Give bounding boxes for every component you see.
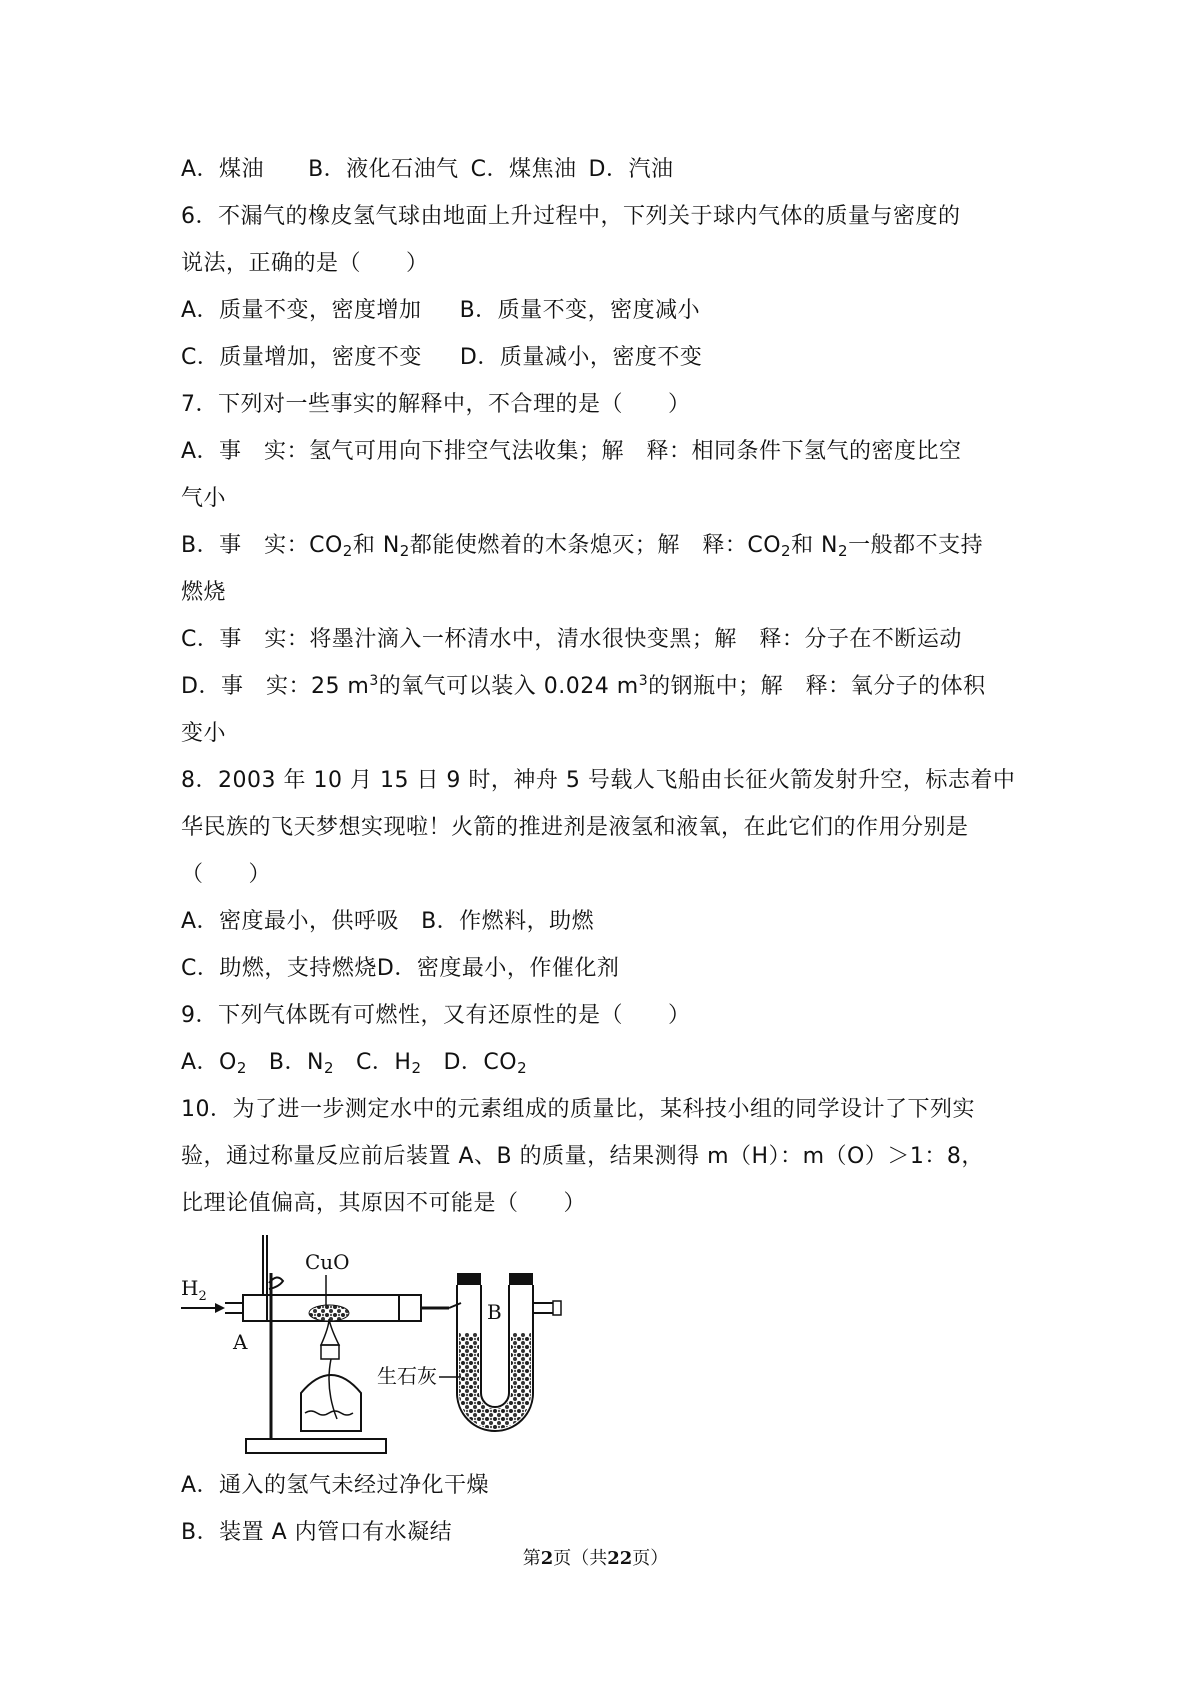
superscript: 3 (638, 673, 649, 689)
q8-option-b: B．作燃料，助燃 (421, 909, 595, 934)
q7-d-text: 的钢瓶中；解 释：氧分子的体积 (648, 674, 986, 699)
label-quicklime: 生石灰 (377, 1364, 437, 1388)
q6-stem-line2: 说法，正确的是（ ） (181, 251, 429, 276)
stand-base (246, 1439, 386, 1453)
total-pages: 22 (607, 1548, 633, 1569)
q8-stem-line1: 8．2003 年 10 月 15 日 9 时，神舟 5 号载人飞船由长征火箭发射升空，标志着中 (181, 768, 1016, 793)
footer-text: 页（共 (553, 1548, 608, 1569)
q6-option-a: A．质量不变，密度增加 (181, 298, 422, 323)
page-content (181, 146, 1021, 1556)
subscript: 2 (781, 542, 792, 560)
footer-text: 第 (522, 1548, 541, 1569)
q6-option-c: C．质量增加，密度不变 (181, 345, 422, 370)
q8-option-c: C．助燃，支持燃烧 (181, 956, 377, 981)
q5-option-d: D．汽油 (588, 157, 674, 182)
stopper-right (399, 1295, 421, 1321)
q10-stem-line1: 10．为了进一步测定水中的元素组成的质量比，某科技小组的同学设计了下列实 (181, 1097, 975, 1122)
arrow-head-icon (215, 1303, 225, 1313)
label-a: A (233, 1330, 248, 1354)
lamp-wick (329, 1359, 337, 1419)
q8-options-ab (181, 898, 1021, 945)
q7-b-text: 都能使燃着的木条熄灭；解 释：CO (409, 533, 782, 558)
q7-option-b-line1 (181, 522, 1021, 569)
q9-option-b: B．N (268, 1050, 324, 1075)
q8-stem-line2: 华民族的飞天梦想实现啦！火箭的推进剂是液氢和液氧，在此它们的作用分别是 (181, 815, 969, 840)
q8-options-cd (181, 945, 1021, 992)
q9-options (181, 1039, 1021, 1086)
cuo-powder (309, 1305, 349, 1321)
q8-option-a: A．密度最小，供呼吸 (181, 909, 400, 934)
q7-option-a-line2: 气小 (181, 486, 227, 511)
q9-stem: 9．下列气体既有可燃性，又有还原性的是（ ） (181, 1003, 691, 1028)
subscript: 2 (517, 1059, 528, 1077)
lamp-neck (321, 1345, 339, 1359)
q7-option-c: C．事 实：将墨汁滴入一杯清水中，清水很快变黑；解 释：分子在不断运动 (181, 627, 962, 652)
subscript: 2 (236, 1059, 247, 1077)
label-b: B (487, 1300, 502, 1324)
q6-options-cd (181, 334, 1021, 381)
q8-option-d: D．密度最小，作催化剂 (376, 956, 620, 981)
q10-stem-line3: 比理论值偏高，其原因不可能是（ ） (181, 1191, 587, 1216)
subscript: 2 (399, 542, 410, 560)
u-tube-stopper-right (509, 1273, 533, 1285)
outlet-cap (553, 1301, 561, 1315)
u-tube-stopper-left (457, 1273, 481, 1285)
subscript: 2 (411, 1059, 422, 1077)
q5-options (181, 146, 1021, 193)
q7-option-d-line2: 变小 (181, 721, 227, 746)
q5-option-c: C．煤焦油 (470, 157, 577, 182)
stopper-left (243, 1295, 267, 1321)
subscript: 2 (323, 1059, 335, 1077)
q5-option-b: B．液化石油气 (308, 157, 459, 182)
flame (321, 1319, 339, 1345)
superscript: 3 (369, 673, 379, 689)
page-footer (0, 1544, 1191, 1570)
quicklime-fill (459, 1333, 531, 1429)
h2-label: $H_2$ (181, 1276, 207, 1304)
q8-stem-line3: （ ） (181, 862, 272, 887)
q10-option-b: B．装置 A 内管口有水凝结 (181, 1520, 453, 1545)
apparatus-diagram (181, 1233, 601, 1458)
alcohol-lamp (301, 1375, 361, 1431)
q7-option-a-line1: A．事 实：氢气可用向下排空气法收集；解 释：相同条件下氢气的密度比空 (181, 439, 962, 464)
lamp-liquid (305, 1411, 353, 1415)
apparatus-figure (181, 1233, 601, 1458)
q6-options-ab (181, 287, 1021, 334)
q6-option-d: D．质量减小，密度不变 (459, 345, 703, 370)
q7-b-text: B．事 实：CO (181, 533, 343, 558)
q9-option-c: C．H (356, 1050, 412, 1075)
q10-stem-line2: 验，通过称量反应前后装置 A、B 的质量，结果测得 m（H）：m（O）＞1：8， (181, 1144, 984, 1169)
footer-text: 页） (632, 1548, 669, 1569)
q7-b-text: 和 N (352, 533, 400, 558)
q9-option-d: D．CO (443, 1050, 518, 1075)
q7-option-b-line2: 燃烧 (181, 580, 227, 605)
q5-option-a: A．煤油 (181, 157, 265, 182)
q7-option-d-line1 (181, 663, 1021, 710)
subscript: 2 (838, 542, 849, 560)
q6-stem-line1: 6．不漏气的橡皮氢气球由地面上升过程中，下列关于球内气体的质量与密度的 (181, 204, 961, 229)
page-number: 2 (540, 1548, 554, 1569)
q10-option-a: A．通入的氢气未经过净化干燥 (181, 1473, 490, 1498)
q7-d-text: 的氧气可以装入 0.024 m (378, 674, 639, 699)
q7-stem: 7．下列对一些事实的解释中，不合理的是（ ） (181, 392, 691, 417)
subscript: 2 (342, 542, 353, 560)
label-cuo: CuO (305, 1250, 350, 1274)
q7-d-text: D．事 实：25 m (181, 674, 370, 699)
q6-option-b: B．质量不变，密度减小 (459, 298, 701, 323)
connector-joint (449, 1303, 461, 1308)
q7-b-text: 一般都不支持 (848, 533, 984, 558)
q9-option-a: A．O (181, 1050, 237, 1075)
q7-b-text: 和 N (791, 533, 839, 558)
